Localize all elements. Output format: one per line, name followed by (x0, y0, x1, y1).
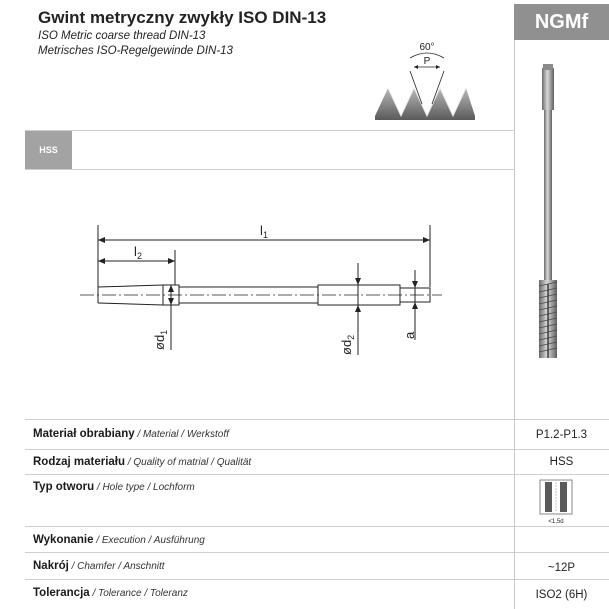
spec-row-execution (25, 526, 609, 552)
l2-subscript: 2 (136, 251, 142, 261)
subtitle-english: ISO Metric coarse thread DIN-13 (38, 30, 206, 42)
spec-translation-hole-type: / Hole type / Lochform (94, 482, 195, 493)
spec-label-quality: Rodzaj materiału (33, 456, 126, 468)
spec-row-hole-type (25, 474, 609, 526)
d2-subscript: 2 (346, 334, 356, 340)
blind-hole-icon (539, 479, 573, 525)
spec-row-material (25, 419, 609, 449)
spec-translation-material: / Material / Werkstoff (134, 429, 229, 440)
spec-label-execution: Wykonanie (33, 534, 94, 546)
spec-label-hole-type: Typ otworu (33, 481, 95, 493)
page-title: Gwint metryczny zwykły ISO DIN-13 (38, 8, 327, 27)
thread-angle-label: 60° (419, 42, 435, 53)
l1-subscript: 1 (262, 230, 268, 240)
spec-translation-execution: / Execution / Ausführung (93, 535, 205, 546)
material-section-band (25, 130, 514, 170)
l2-label: l (134, 244, 137, 259)
a-label: a (402, 331, 417, 339)
spec-row-tolerance (25, 579, 609, 609)
subtitle-german: Metrisches ISO-Regelgewinde DIN-13 (38, 45, 233, 57)
svg-text:ød2 (339, 335, 356, 355)
svg-text:ød1 (152, 330, 169, 350)
product-badge: NGMf (514, 4, 609, 40)
spec-translation-quality: / Quality of matrial / Qualität (125, 457, 252, 468)
thread-profile-diagram (370, 38, 480, 120)
spec-value-tolerance: ISO2 (6H) (535, 589, 588, 601)
tap-product-image (527, 62, 567, 362)
spec-value-material: P1.2-P1.3 (535, 429, 588, 441)
spec-translation-tolerance: / Tolerance / Toleranz (89, 588, 188, 599)
d1-subscript: 1 (159, 329, 169, 335)
svg-text:l1 (260, 223, 268, 240)
spec-value-chamfer: ~12P (547, 562, 576, 574)
spec-label-material: Materiał obrabiany (33, 428, 135, 440)
spec-row-chamfer (25, 552, 609, 579)
spec-row-quality (25, 449, 609, 474)
material-section-tag: HSS (25, 131, 72, 169)
d1-label: ød (152, 334, 167, 350)
thread-pitch-label: P (423, 56, 431, 67)
svg-text:l2 (134, 244, 142, 261)
spec-translation-chamfer: / Chamfer / Anschnitt (68, 561, 165, 572)
hole-depth-caption: <1,5d (548, 519, 564, 525)
l1-label: l (260, 223, 263, 238)
spec-value-quality: HSS (549, 456, 574, 468)
tap-technical-drawing (60, 215, 450, 365)
d2-label: ød (339, 339, 354, 355)
spec-label-chamfer: Nakrój (33, 560, 69, 572)
spec-label-tolerance: Tolerancja (33, 587, 90, 599)
